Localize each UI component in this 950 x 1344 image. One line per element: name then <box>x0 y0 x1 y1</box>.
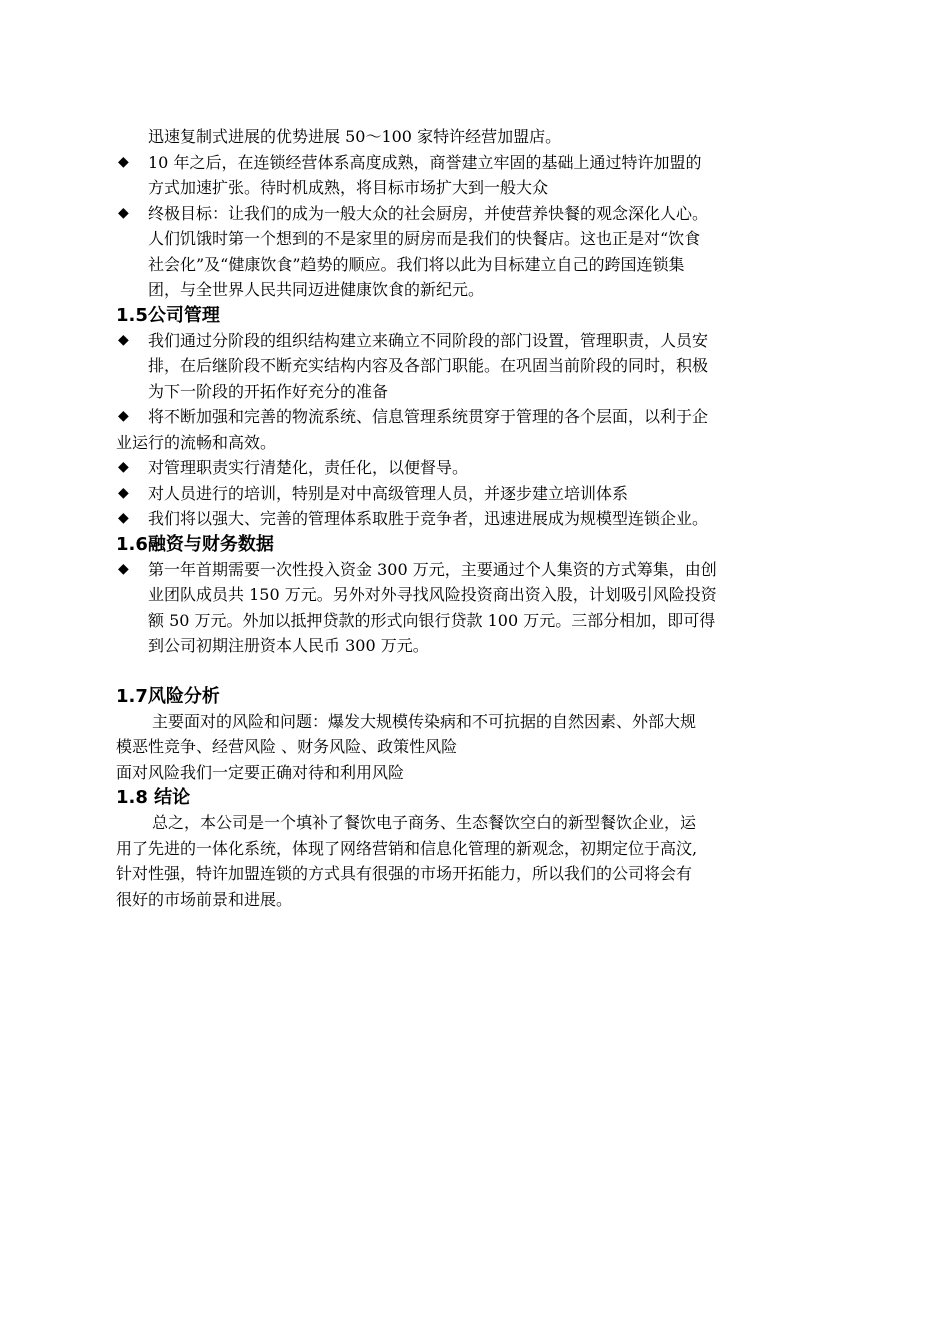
bullet-text: 将不断加强和完善的物流系统、信息管理系统贯穿于管理的各个层面，以利于企 <box>148 407 709 426</box>
diamond-bullet-icon: ◆ <box>118 459 129 475</box>
bullet-text: 我们将以强大、完善的管理体系取胜于竞争者，迅速进展成为规模型连锁企业。 <box>148 509 709 528</box>
bullet-logistics <box>116 404 822 455</box>
diamond-bullet-icon: ◆ <box>118 484 129 501</box>
bullet-text: 额 50 万元。外加以抵押贷款的形式向银行贷款 100 万元。三部分相加，即可得 <box>148 610 716 630</box>
section-heading-company-management: 1.5公司管理 <box>116 304 220 326</box>
bullet-text: 对人员进行的培训，特别是对中高级管理人员，并逐步建立培训体系 <box>148 483 629 503</box>
bullet-text: 业团队成员共 150 万元。另外对外寻找风险投资商出资入股，计划吸引风险投资 <box>148 585 717 604</box>
bullet-text: 排，在后继阶段不断充实结构内容及各部门职能。在巩固当前阶段的同时，积极 <box>148 356 709 375</box>
bullet-text: 团，与全世界人民共同迈进健康饮食的新纪元。 <box>148 280 485 299</box>
bullet-training <box>116 481 822 507</box>
bullet-funding <box>116 557 822 659</box>
bullet-ultimate-goal <box>116 201 822 303</box>
diamond-bullet-icon: ◆ <box>118 331 129 348</box>
bullet-text: 人们饥饿时第一个想到的不是家里的厨房而是我们的快餐店。这也正是对“饮食 <box>148 229 701 248</box>
bullet-competition <box>116 506 822 532</box>
diamond-bullet-icon: ◆ <box>118 204 129 221</box>
section-heading-risk-analysis: 1.7风险分析 <box>116 685 220 707</box>
diamond-bullet-icon: ◆ <box>118 510 129 526</box>
bullet-text: 到公司初期注册资本人民币 300 万元。 <box>148 636 429 655</box>
bullet-text: 10 年之后，在连锁经营体系高度成熟，商誉建立牢固的基础上通过特许加盟的 <box>148 152 702 172</box>
bullet-text: 为下一阶段的开拓作好充分的准备 <box>148 381 389 401</box>
bullet-text: 第一年首期需要一次性投入资金 300 万元，主要通过个人集资的方式筹集，由创 <box>148 559 717 579</box>
paragraph-line: 模恶性竞争、经营风险 、财务风险、政策性风险 <box>116 737 458 756</box>
blank-line <box>116 659 822 684</box>
intro-continuation-line: 迅速复制式进展的优势进展 50～100 家特许经营加盟店。 <box>148 127 562 146</box>
paragraph-line: 总之，本公司是一个填补了餐饮电子商务、生态餐饮空白的新型餐饮企业，运 <box>152 813 697 832</box>
paragraph-line: 针对性强，特许加盟连锁的方式具有很强的市场开拓能力，所以我们的公司将会有 <box>116 864 693 883</box>
bullet-10-years <box>116 150 822 201</box>
bullet-text: 社会化”及“健康饮食”趋势的顺应。我们将以此为目标建立自己的跨国连锁集 <box>148 254 685 274</box>
bullet-text: 业运行的流畅和高效。 <box>116 432 277 452</box>
section-heading-financing: 1.6融资与财务数据 <box>116 533 274 555</box>
bullet-text: 我们通过分阶段的组织结构建立来确立不同阶段的部门设置，管理职责，人员安 <box>148 330 709 350</box>
paragraph-line: 主要面对的风险和问题：爆发大规模传染病和不可抗据的自然因素、外部大规 <box>152 711 697 731</box>
section-heading-conclusion: 1.8 结论 <box>116 787 191 808</box>
paragraph-line: 面对风险我们一定要正确对待和利用风险 <box>116 762 405 782</box>
bullet-text: 方式加速扩张。待时机成熟，将目标市场扩大到一般大众 <box>148 178 549 197</box>
diamond-bullet-icon: ◆ <box>118 408 129 424</box>
bullet-text: 终极目标：让我们的成为一般大众的社会厨房，并使营养快餐的观念深化人心。 <box>148 203 709 223</box>
document-body <box>116 124 822 912</box>
bullet-org-structure <box>116 328 822 405</box>
diamond-bullet-icon: ◆ <box>118 560 129 577</box>
bullet-responsibility <box>116 455 822 481</box>
bullet-text: 对管理职责实行清楚化，责任化，以便督导。 <box>148 458 469 477</box>
paragraph-line: 用了先进的一体化系统，体现了网络营销和信息化管理的新观念，初期定位于高汶, <box>116 838 698 858</box>
diamond-bullet-icon: ◆ <box>118 153 129 170</box>
paragraph-line: 很好的市场前景和进展。 <box>116 889 293 909</box>
